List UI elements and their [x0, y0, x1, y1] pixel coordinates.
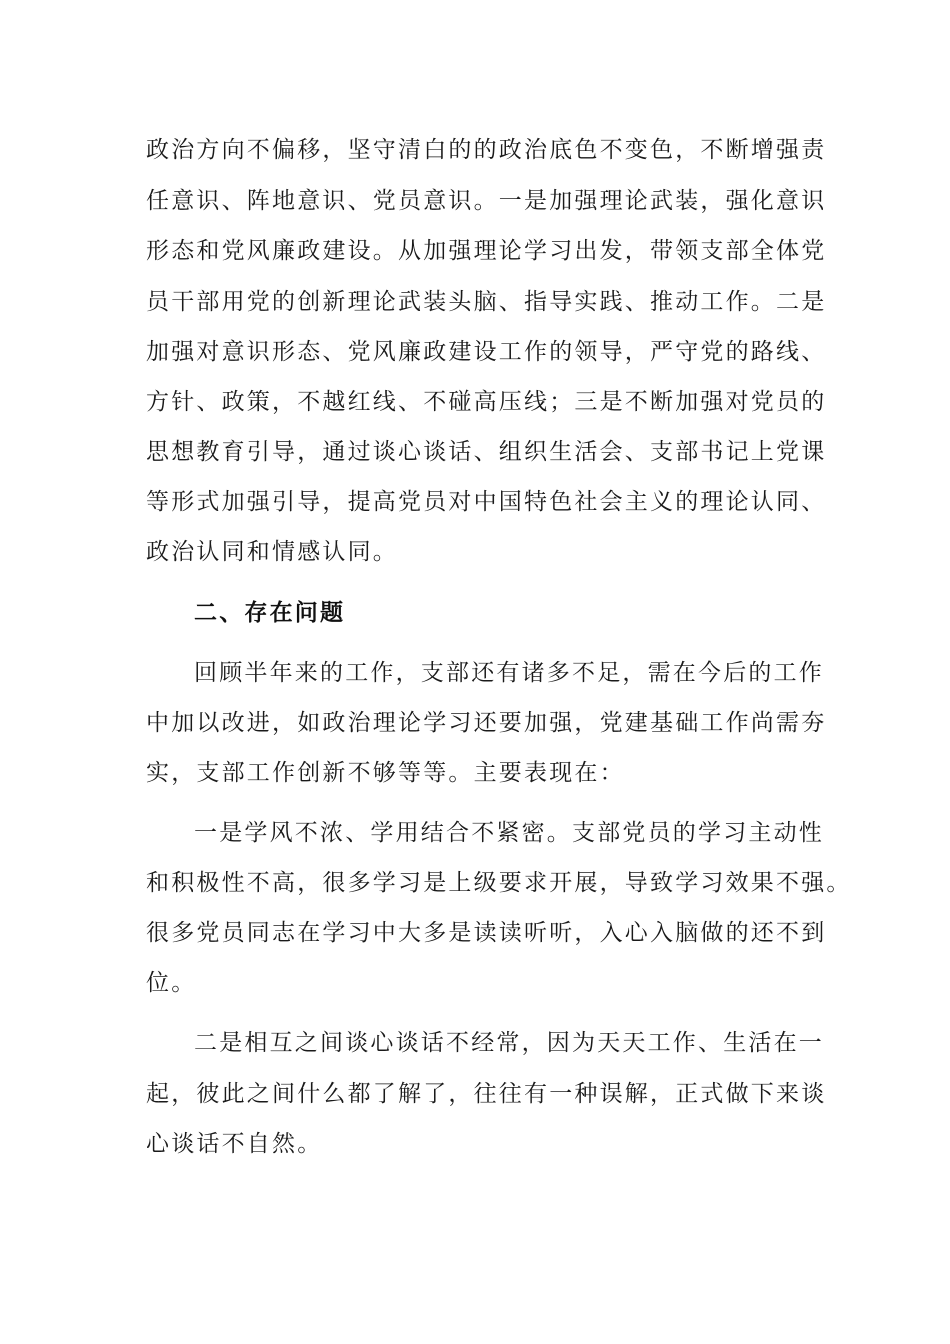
paragraph-line: 员干部用党的创新理论武装头脑、指导实践、推动工作。二是: [146, 289, 827, 315]
paragraph-line: 心谈话不自然。: [146, 1131, 323, 1157]
paragraph-line: 回顾半年来的工作，支部还有诸多不足，需在今后的工作: [194, 660, 824, 686]
paragraph-line: 一是学风不浓、学用结合不紧密。支部党员的学习主动性: [194, 820, 824, 846]
paragraph-line: 任意识、阵地意识、党员意识。一是加强理论武装，强化意识: [146, 188, 827, 214]
paragraph-line: 形态和党风廉政建设。从加强理论学习出发，带领支部全体党: [146, 238, 827, 264]
paragraph-line: 二是相互之间谈心谈话不经常，因为天天工作、生活在一: [194, 1030, 824, 1056]
paragraph-line: 加强对意识形态、党风廉政建设工作的领导，严守党的路线、: [146, 339, 827, 365]
section-heading: 二、存在问题: [194, 600, 346, 626]
paragraph-line: 和积极性不高，很多学习是上级要求开展，导致学习效果不强。: [146, 870, 852, 896]
paragraph-line: 政治方向不偏移，坚守清白的的政治底色不变色，不断增强责: [146, 137, 827, 163]
paragraph-line: 中加以改进，如政治理论学习还要加强，党建基础工作尚需夯: [146, 710, 827, 736]
paragraph-line: 等形式加强引导，提高党员对中国特色社会主义的理论认同、: [146, 489, 827, 515]
paragraph-line: 政治认同和情感认同。: [146, 539, 398, 565]
paragraph-line: 实，支部工作创新不够等等。主要表现在：: [146, 760, 625, 786]
paragraph-line: 方针、政策，不越红线、不碰高压线；三是不断加强对党员的: [146, 389, 827, 415]
paragraph-line: 起，彼此之间什么都了解了，往往有一种误解，正式做下来谈: [146, 1081, 827, 1107]
paragraph-line: 位。: [146, 970, 197, 996]
paragraph-line: 很多党员同志在学习中大多是读读听听，入心入脑做的还不到: [146, 920, 827, 946]
paragraph-line: 思想教育引导，通过谈心谈话、组织生活会、支部书记上党课: [146, 439, 827, 465]
